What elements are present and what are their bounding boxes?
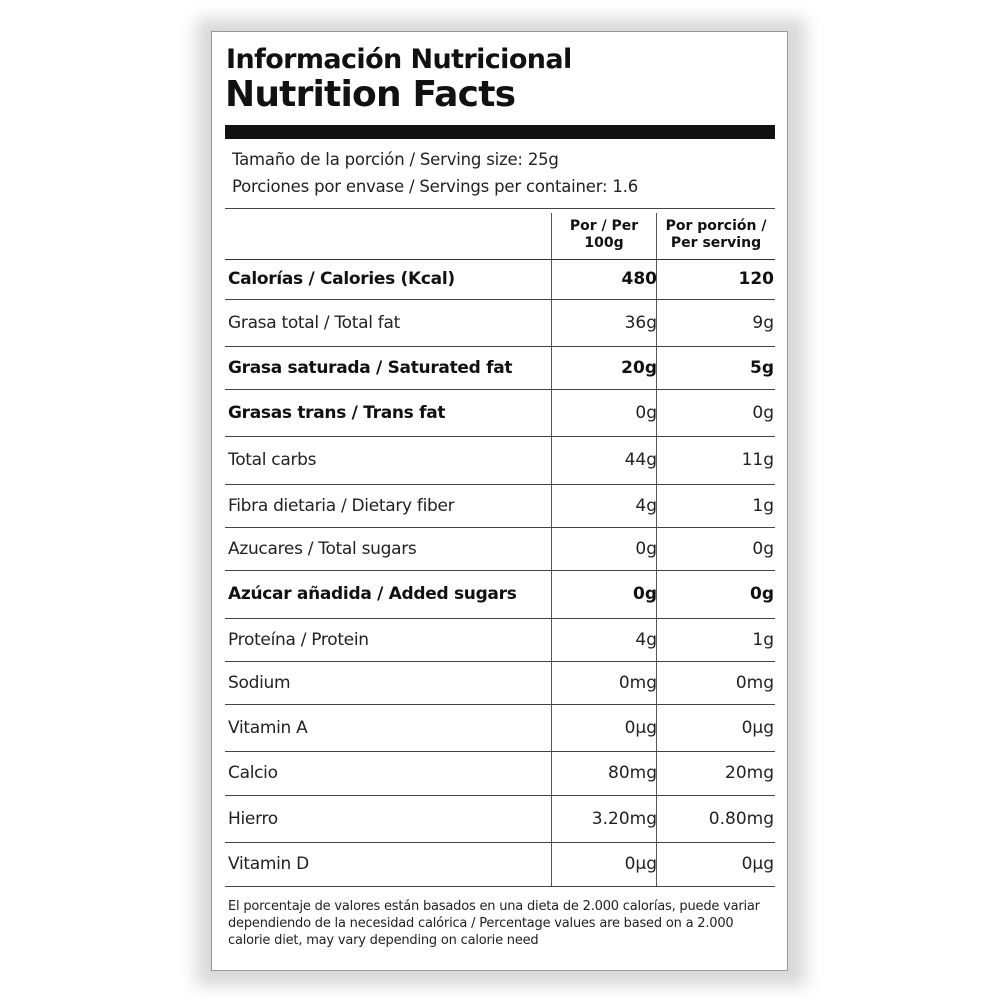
value-per-serving: 120 [738, 269, 774, 289]
nutrient-label: Azucares / Total sugars [228, 538, 417, 559]
value-per-serving: 0g [752, 538, 774, 559]
nutrient-row [225, 661, 775, 704]
column-header-perserving-line1: Por porción / [665, 218, 767, 234]
value-per-serving: 20mg [725, 763, 774, 783]
nutrient-label: Fibra dietaria / Dietary fiber [228, 495, 455, 516]
nutrient-label: Calorías / Calories (Kcal) [228, 269, 455, 289]
value-per-100g: 0μg [624, 854, 657, 874]
value-per-100g: 480 [621, 269, 657, 289]
value-per-100g: 0g [635, 538, 657, 559]
row-divider [225, 751, 775, 752]
row-divider [225, 661, 775, 662]
nutrient-label: Total carbs [228, 450, 317, 470]
serving-size: Tamaño de la porción / Serving size: 25g [232, 150, 559, 169]
value-per-100g: 36g [624, 312, 657, 333]
row-divider [225, 570, 775, 571]
row-divider [225, 259, 775, 260]
value-per-serving: 9g [752, 312, 774, 333]
nutrient-label: Grasa total / Total fat [228, 312, 400, 333]
row-divider [225, 389, 775, 390]
row-divider [225, 842, 775, 843]
nutrient-label: Grasas trans / Trans fat [228, 402, 446, 423]
row-divider [225, 346, 775, 347]
nutrient-row [225, 704, 775, 751]
value-per-100g: 20g [621, 357, 657, 378]
nutrient-row [225, 346, 775, 389]
value-per-100g: 0g [633, 584, 657, 604]
value-per-100g: 80mg [608, 763, 657, 783]
nutrient-row [225, 259, 775, 299]
value-per-100g: 4g [635, 495, 657, 516]
row-divider [225, 886, 775, 887]
value-per-serving: 0μg [741, 854, 774, 874]
value-per-100g: 44g [624, 450, 657, 470]
nutrient-row [225, 484, 775, 527]
value-per-100g: 4g [635, 629, 657, 650]
value-per-serving: 0mg [735, 672, 774, 693]
nutrient-label: Sodium [228, 672, 291, 693]
nutrient-row [225, 842, 775, 886]
value-per-100g: 0μg [624, 717, 657, 738]
row-divider [225, 704, 775, 705]
nutrient-row [225, 436, 775, 484]
nutrient-row [225, 751, 775, 795]
title-spanish: Información Nutricional [226, 44, 572, 75]
value-per-100g: 0g [635, 402, 657, 423]
value-per-serving: 1g [752, 629, 774, 650]
nutrient-label: Proteína / Protein [228, 629, 369, 650]
nutrient-label: Grasa saturada / Saturated fat [228, 357, 513, 378]
divider-header-top [225, 208, 775, 209]
value-per-serving: 0.80mg [708, 808, 774, 829]
title-english: Nutrition Facts [225, 74, 516, 115]
value-per-serving: 0g [752, 402, 774, 423]
nutrient-row [225, 299, 775, 346]
nutrition-label [211, 31, 788, 971]
nutrient-label: Vitamin A [228, 717, 308, 738]
divider-thick [225, 125, 775, 139]
column-header-perserving-line2: Per serving [670, 235, 762, 251]
value-per-serving: 5g [750, 357, 774, 378]
nutrient-row [225, 795, 775, 842]
row-divider [225, 436, 775, 437]
value-per-serving: 0g [750, 584, 774, 604]
column-header-per100-line2: 100g [584, 235, 624, 251]
nutrient-row [225, 618, 775, 661]
nutrient-label: Azúcar añadida / Added sugars [228, 584, 517, 604]
nutrient-label: Calcio [228, 763, 278, 783]
nutrient-row [225, 570, 775, 618]
value-per-100g: 0mg [618, 672, 657, 693]
column-header-per100 [552, 218, 656, 252]
nutrient-row [225, 389, 775, 436]
nutrient-label: Vitamin D [228, 854, 309, 874]
value-per-100g: 3.20mg [591, 808, 657, 829]
nutrient-label: Hierro [228, 808, 278, 829]
row-divider [225, 618, 775, 619]
row-divider [225, 299, 775, 300]
nutrient-row [225, 527, 775, 570]
value-per-serving: 11g [741, 450, 774, 470]
value-per-serving: 0μg [741, 717, 774, 738]
column-header-perserving [657, 218, 775, 252]
column-header-per100-line1: Por / Per [569, 218, 639, 234]
row-divider [225, 795, 775, 796]
footer-note: El porcentaje de valores están basados en una dieta de 2.000 calorías, puede variar dependiendo de la necesidad calórica / Percentage values are based on a 2.000 calorie diet, may vary depending on calorie need [228, 899, 760, 948]
row-divider [225, 527, 775, 528]
servings-per-container: Porciones por envase / Servings per container: 1.6 [232, 177, 639, 196]
row-divider [225, 484, 775, 485]
value-per-serving: 1g [752, 495, 774, 516]
